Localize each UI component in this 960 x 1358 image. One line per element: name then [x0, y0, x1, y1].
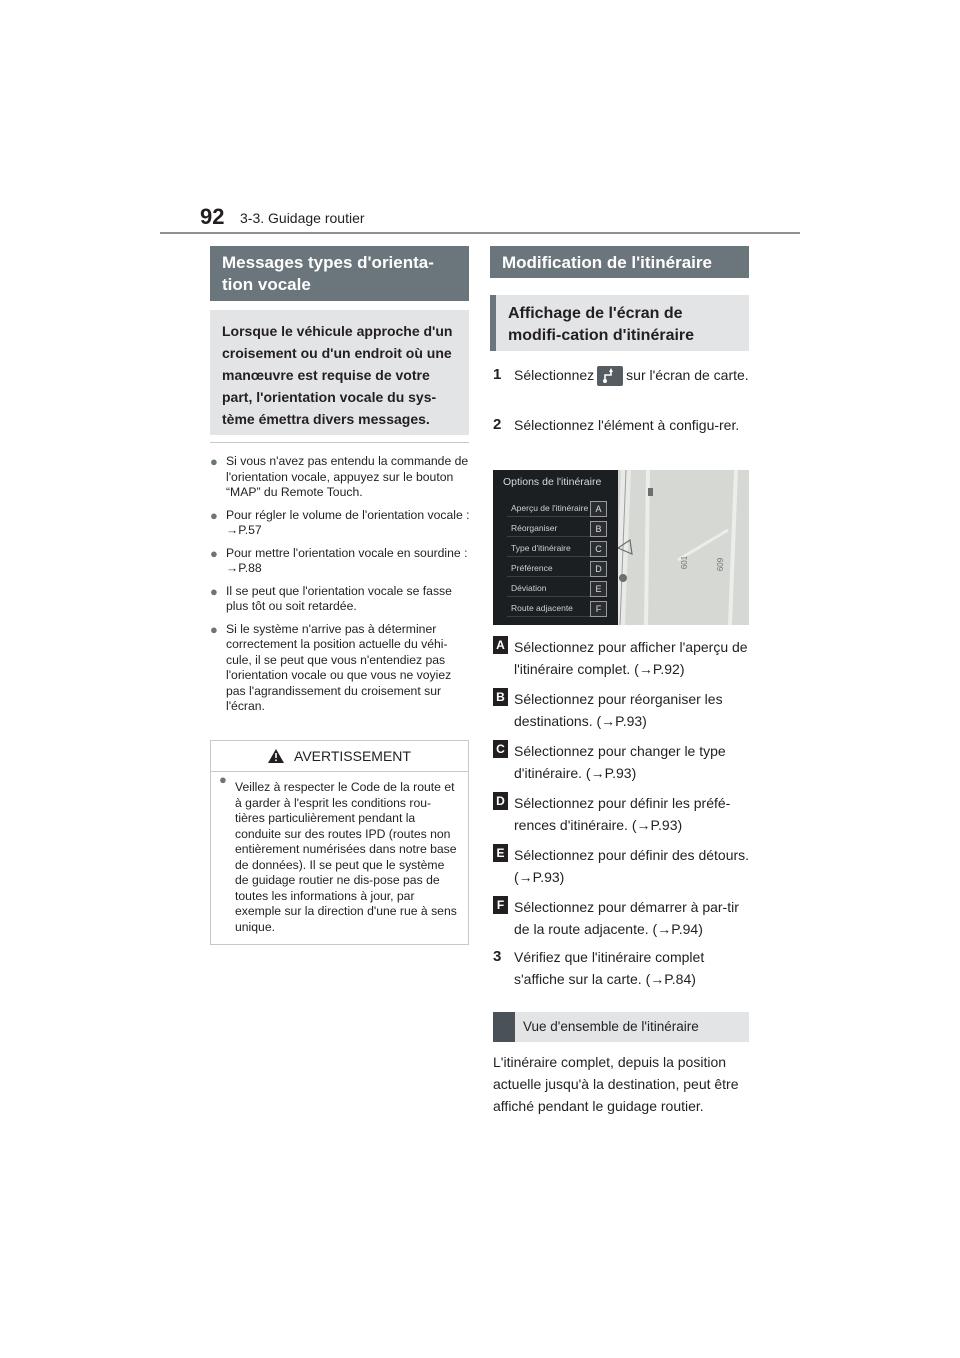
menu-item-reorganiser[interactable]: Réorganiser [507, 520, 602, 537]
legend-item-b [493, 688, 753, 732]
route-options-screen [493, 470, 749, 625]
overview-text: L'itinéraire complet, depuis la position actuelle jusqu'à la destination, peut être affiché pendant le guidage routier. [493, 1054, 739, 1114]
menu-item-route-adjacente[interactable]: Route adjacente [507, 600, 602, 617]
intro-box: Lorsque le véhicule approche d'un croisement ou d'un endroit où une manœuvre est requise de votre part, l'orientation vocale du sys-tème émettra divers messages. [210, 310, 469, 435]
menu-item-type[interactable]: Type d'itinéraire [507, 540, 602, 557]
step-number: 1 [493, 366, 502, 383]
legend-item-c [493, 740, 753, 784]
step-text: Vérifiez que l'itinéraire complet s'affiche sur la carte. (→P.84) [514, 949, 705, 987]
step-number: 3 [493, 948, 502, 965]
bullet-icon: ● [210, 621, 218, 637]
warning-triangle-icon [268, 749, 284, 763]
legend-item-e [493, 844, 753, 888]
bullet-icon: ● [210, 583, 218, 599]
callout-tag: D [493, 792, 508, 810]
callout-tag: A [493, 636, 508, 654]
list-item [210, 508, 470, 539]
header-rule [160, 232, 800, 234]
section-title-voice-messages: Messages types d'orienta-tion vocale [210, 246, 469, 301]
callout-d: D [590, 561, 607, 577]
legend-text: Sélectionnez pour définir des détours. (→P.93) [514, 847, 750, 885]
overview-heading: Vue d'ensemble de l'itinéraire [493, 1012, 749, 1042]
callout-f: F [590, 601, 607, 617]
map-label: 601 [680, 555, 690, 570]
menu-item-preference[interactable]: Préférence [507, 560, 602, 577]
step-text: Sélectionnez l'élément à configu-rer. [514, 417, 740, 433]
warning-text-item [219, 772, 468, 935]
route-options-icon [597, 366, 623, 386]
legend-item-f [493, 896, 753, 940]
menu-item-deviation[interactable]: Déviation [507, 580, 602, 597]
callout-e: E [590, 581, 607, 597]
legend-item-a [493, 636, 753, 680]
bullet-text: Pour mettre l'orientation vocale en sourdine : →P.88 [226, 545, 468, 575]
bullet-list [210, 454, 470, 722]
bullet-text: Si vous n'avez pas entendu la commande de l'orientation vocale, appuyez sur le bouton “MAP” du Remote Touch. [226, 454, 469, 499]
legend-text: Sélectionnez pour démarrer à par-tir de la route adjacente. (→P.94) [514, 899, 739, 937]
legend-text: Sélectionnez pour afficher l'aperçu de l'itinéraire complet. (→P.92) [514, 639, 748, 677]
page-number: 92 [200, 204, 225, 229]
warning-text: Veillez à respecter le Code de la route et à garder à l'esprit les conditions rou-tières particulièrement pendant la conduite sur des routes IPD (routes non entièrement numérisées dans notre base de données). Il se peut que le système de guidage routier ne dis-pose pas de toutes les informations à jour, par exemple sur la direction d'une rue à sens unique. [235, 780, 457, 934]
callout-tag: E [493, 844, 508, 862]
legend-text: Sélectionnez pour définir les préfé-rences d'itinéraire. (→P.93) [514, 795, 731, 833]
bullet-icon: ● [210, 454, 218, 469]
legend-text: Sélectionnez pour changer le type d'itinéraire. (→P.93) [514, 743, 726, 781]
step-text: Sélectionnez [514, 367, 595, 383]
map-roads [618, 470, 749, 625]
menu-item-apercu[interactable]: Aperçu de l'itinéraire [507, 500, 602, 517]
callout-tag: B [493, 688, 508, 706]
list-item [210, 454, 470, 501]
legend-item-d [493, 792, 753, 836]
warning-title: AVERTISSEMENT [294, 748, 411, 764]
subsection-title: Affichage de l'écran de modifi-cation d'itinéraire [490, 295, 749, 351]
step-1 [493, 364, 753, 386]
screen-title: Options de l'itinéraire [503, 476, 602, 488]
divider [210, 442, 469, 443]
section-title-route-modification: Modification de l'itinéraire [490, 246, 749, 278]
callout-c: C [590, 541, 607, 557]
warning-box [210, 740, 469, 945]
step-3 [493, 946, 753, 990]
step-number: 2 [493, 416, 502, 433]
bullet-text: Il se peut que l'orientation vocale se fasse plus tôt ou soit retardée. [226, 583, 452, 613]
callout-a: A [590, 501, 607, 517]
map-label: 609 [716, 557, 726, 572]
step-2 [493, 414, 753, 436]
bullet-icon: ● [219, 772, 227, 787]
callout-tag: F [493, 896, 508, 914]
warning-header [211, 741, 468, 772]
map-area[interactable] [618, 470, 749, 625]
list-item [210, 584, 470, 615]
legend-text: Sélectionnez pour réorganiser les destinations. (→P.93) [514, 691, 723, 729]
list-item [210, 546, 470, 577]
bullet-icon: ● [210, 507, 218, 523]
bullet-text: Pour régler le volume de l'orientation vocale : →P.57 [226, 507, 470, 537]
callout-tag: C [493, 740, 508, 758]
callout-b: B [590, 521, 607, 537]
list-item [210, 622, 470, 715]
chapter-title: 3-3. Guidage routier [240, 210, 365, 226]
step-text-after: sur l'écran de carte. [626, 367, 749, 383]
bullet-text: Si le système n'arrive pas à déterminer correctement la position actuelle du véhi-cule, il se peut que vous n'entendiez pas l'orientation vocale ou que vous ne voyiez pas l'agrandissement du croisement sur l'écran. [226, 621, 452, 713]
bullet-icon: ● [210, 545, 218, 561]
